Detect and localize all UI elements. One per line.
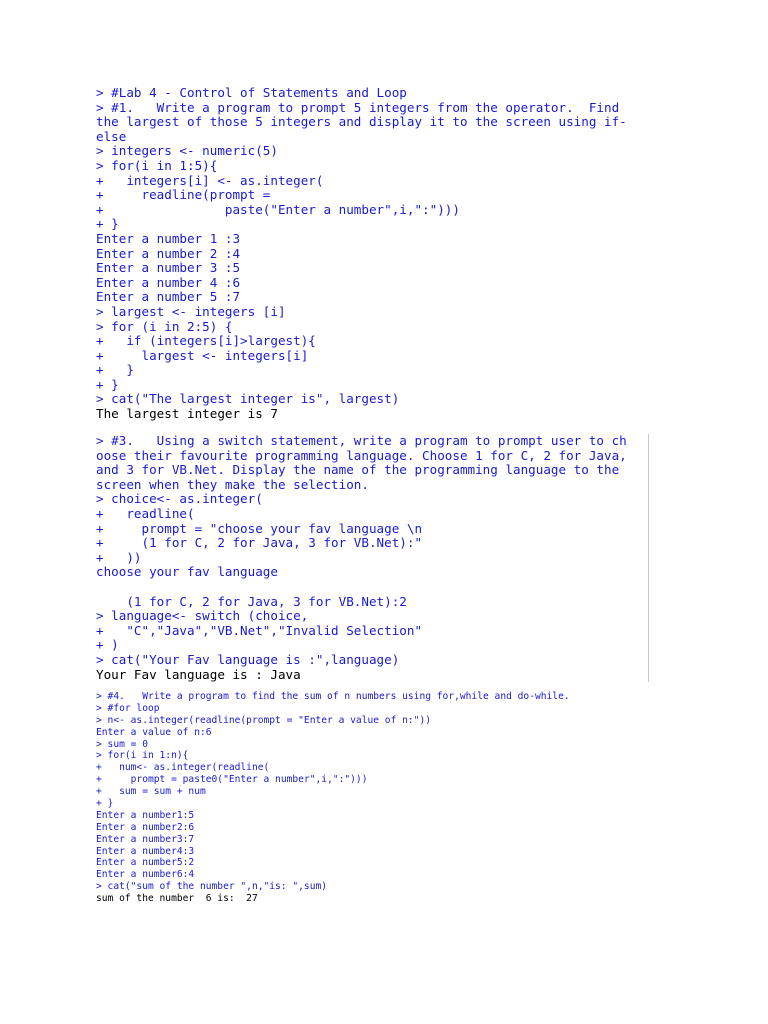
console-code-line: Enter a number2:6	[96, 821, 195, 833]
console-code-line: > largest <- integers [i]	[96, 303, 286, 319]
console-code-line: and 3 for VB.Net. Display the name of the programming language to the	[96, 462, 620, 478]
console-code-line: > for(i in 1:n){	[96, 750, 189, 762]
console-code-line: > #4. Write a program to find the sum of n numbers using for,while and do-while.	[96, 691, 570, 702]
console-code-line: > #3. Using a switch statement, write a program to prompt user to ch	[96, 433, 627, 448]
console-code-line: > #1. Write a program to prompt 5 integers from the operator. Find	[96, 99, 620, 115]
console-output-line: The largest integer is 7	[96, 406, 278, 422]
console-output-line: sum of the number 6 is: 27	[96, 893, 258, 905]
console-code-line: Enter a number1:5	[96, 809, 195, 821]
console-code-line: Enter a number 3 :5	[96, 260, 241, 276]
console-code-line: Enter a number 2 :4	[96, 245, 241, 261]
console-border-line	[648, 434, 649, 682]
console-code-line: choose your fav language	[96, 564, 278, 580]
console-code-line: > cat("The largest integer is", largest)	[96, 391, 400, 407]
console-code-line: Enter a number5:2	[96, 857, 195, 869]
console-code-line: Enter a number4:3	[96, 845, 195, 857]
lab4-question4-console	[96, 691, 570, 905]
console-code-line: screen when they make the selection.	[96, 476, 369, 492]
console-code-line: Enter a number6:4	[96, 869, 195, 881]
console-code-line: + }	[96, 376, 119, 392]
console-code-line: > for (i in 2:5) {	[96, 318, 233, 334]
console-code-line: + if (integers[i]>largest){	[96, 333, 316, 349]
console-code-line: + ))	[96, 549, 142, 565]
console-code-line: (1 for C, 2 for Java, 3 for VB.Net):2	[96, 593, 407, 609]
console-code-line: + prompt = paste0("Enter a number",i,":")))	[96, 774, 368, 786]
console-code-line	[96, 580, 627, 595]
console-code-line: > #for loop	[96, 702, 160, 714]
console-code-line: + paste("Enter a number",i,":")))	[96, 201, 460, 217]
console-output-line: Your Fav language is : Java	[96, 666, 301, 682]
console-code-line: + num<- as.integer(readline(	[96, 762, 270, 774]
console-code-line: + )	[96, 637, 119, 653]
console-code-line: + }	[96, 216, 119, 232]
console-code-line: > #Lab 4 - Control of Statements and Loop	[96, 85, 407, 100]
console-code-line: + integers[i] <- as.integer(	[96, 172, 324, 188]
console-code-line: + (1 for C, 2 for Java, 3 for VB.Net):"	[96, 535, 423, 551]
console-code-line: Enter a number 1 :3	[96, 230, 241, 246]
console-code-line: Enter a number 5 :7	[96, 289, 241, 305]
console-code-line: + "C","Java","VB.Net","Invalid Selection"	[96, 622, 423, 638]
console-code-line: + readline(prompt =	[96, 187, 271, 203]
console-code-line: + sum = sum + num	[96, 786, 206, 798]
console-code-line: + readline(	[96, 505, 195, 521]
console-code-line: > integers <- numeric(5)	[96, 143, 278, 159]
console-code-line: + largest <- integers[i]	[96, 347, 309, 363]
console-code-line: Enter a number 4 :6	[96, 274, 241, 290]
console-code-line: > cat("sum of the number ",n,"is: ",sum)	[96, 881, 328, 893]
console-code-line: the largest of those 5 integers and display it to the screen using if-	[96, 114, 627, 130]
console-code-line: + prompt = "choose your fav language \n	[96, 520, 423, 536]
console-code-line: + }	[96, 798, 114, 810]
console-code-line: else	[96, 128, 127, 144]
console-code-line: > for(i in 1:5){	[96, 157, 218, 173]
lab4-question1-console	[96, 86, 627, 422]
lab4-question3-console	[96, 434, 627, 682]
console-code-line: Enter a number3:7	[96, 833, 195, 845]
console-code-line: > language<- switch (choice,	[96, 608, 309, 624]
console-code-line: > n<- as.integer(readline(prompt = "Enter a value of n:"))	[96, 714, 432, 726]
console-code-line: > sum = 0	[96, 738, 148, 750]
console-code-line: Enter a value of n:6	[96, 726, 212, 738]
console-code-line: oose their favourite programming language. Choose 1 for C, 2 for Java,	[96, 447, 627, 463]
console-code-line: > choice<- as.integer(	[96, 491, 263, 507]
console-code-line: + }	[96, 362, 134, 378]
console-code-line: > cat("Your Fav language is :",language)	[96, 651, 400, 667]
